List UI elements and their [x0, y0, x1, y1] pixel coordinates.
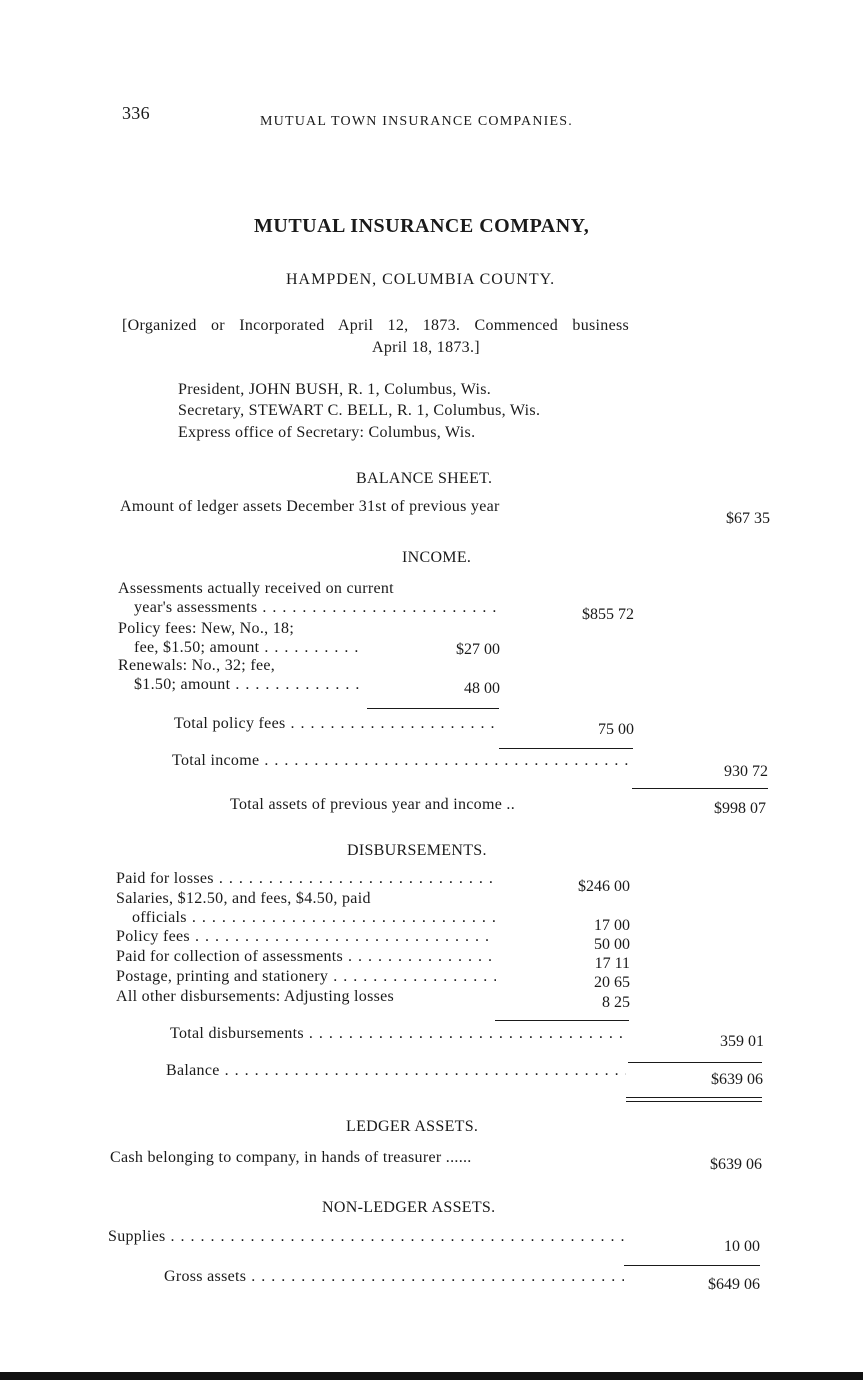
- rule: [632, 788, 768, 789]
- other-label: All other disbursements: Adjusting losses: [116, 988, 395, 1005]
- policy-value: $27 00: [456, 641, 500, 658]
- non-ledger-heading: NON-LEDGER ASSETS.: [322, 1199, 496, 1216]
- salaries-value: 17 00: [594, 917, 630, 934]
- postage-label: Postage, printing and stationery . . .: [116, 968, 496, 986]
- balance-sheet-heading: BALANCE SHEET.: [356, 470, 493, 487]
- page-title: MUTUAL INSURANCE COMPANY,: [254, 215, 590, 237]
- supplies-label: Supplies . . .: [108, 1228, 624, 1246]
- rule: [367, 708, 499, 709]
- total-income-label: Total income . . .: [172, 752, 630, 770]
- postage-value: 20 65: [594, 974, 630, 991]
- organized-line-1: [Organized or Incorporated April 12, 1873. Commenced business: [122, 317, 630, 334]
- income-heading: INCOME.: [402, 549, 472, 566]
- policy-fees-value: 50 00: [594, 936, 630, 953]
- rule: [499, 748, 633, 749]
- running-title: MUTUAL TOWN INSURANCE COMPANIES.: [260, 114, 573, 129]
- assess-value: $855 72: [582, 606, 634, 623]
- collection-value: 17 11: [594, 955, 630, 972]
- salaries-line-1: Salaries, $12.50, and fees, $4.50, paid: [116, 890, 371, 907]
- total-policy-label: Total policy fees . . .: [174, 715, 498, 733]
- other-value: 8 25: [602, 994, 630, 1011]
- secretary: Secretary, STEWART C. BELL, R. 1, Columbus, Wis.: [178, 402, 541, 419]
- salaries-line-2: officials . . .: [132, 909, 496, 927]
- collection-label: Paid for collection of assessments . . .: [116, 948, 496, 966]
- total-disb-label: Total disbursements . . .: [170, 1025, 626, 1043]
- disbursements-heading: DISBURSEMENTS.: [347, 842, 487, 859]
- total-assets-value: $998 07: [714, 800, 766, 817]
- rule: [628, 1062, 762, 1063]
- assess-line-2: year's assessments . . .: [134, 599, 500, 617]
- total-assets-label: Total assets of previous year and income ..: [230, 796, 516, 813]
- gross-value: $649 06: [708, 1276, 760, 1293]
- renew-value: 48 00: [464, 680, 500, 697]
- supplies-value: 10 00: [724, 1238, 760, 1255]
- gross-label: Gross assets . . .: [164, 1268, 624, 1286]
- cash-value: $639 06: [710, 1156, 762, 1173]
- rule: [624, 1265, 760, 1266]
- renew-line-1: Renewals: No., 32; fee,: [118, 657, 276, 674]
- cash-label: Cash belonging to company, in hands of treasurer ......: [110, 1149, 472, 1166]
- location: HAMPDEN, COLUMBIA COUNTY.: [286, 271, 556, 288]
- double-rule: [626, 1097, 762, 1102]
- assess-line-1: Assessments actually received on current: [118, 580, 394, 597]
- ledger-assets-heading: LEDGER ASSETS.: [346, 1118, 479, 1135]
- president: President, JOHN BUSH, R. 1, Columbus, Wis.: [178, 381, 492, 398]
- total-disb-value: 359 01: [720, 1033, 764, 1050]
- express-office: Express office of Secretary: Columbus, Wis.: [178, 424, 476, 441]
- losses-label: Paid for losses . . .: [116, 870, 496, 888]
- scan-edge: [0, 1372, 863, 1380]
- rule: [495, 1020, 629, 1021]
- losses-value: $246 00: [578, 878, 630, 895]
- policy-line-2: fee, $1.50; amount . . .: [134, 639, 364, 657]
- renew-line-2: $1.50; amount . . .: [134, 676, 364, 694]
- page-number: 336: [122, 103, 150, 123]
- ledger-prev-value: $67 35: [726, 510, 770, 527]
- organized-line-2: April 18, 1873.]: [372, 339, 480, 356]
- total-policy-value: 75 00: [598, 721, 634, 738]
- policy-line-1: Policy fees: New, No., 18;: [118, 620, 295, 637]
- total-income-value: 930 72: [724, 763, 768, 780]
- policy-fees-label: Policy fees . . .: [116, 928, 496, 946]
- ledger-prev-label: Amount of ledger assets December 31st of previous year: [120, 498, 500, 515]
- balance-value: $639 06: [711, 1071, 763, 1088]
- balance-label: Balance . . .: [166, 1062, 626, 1080]
